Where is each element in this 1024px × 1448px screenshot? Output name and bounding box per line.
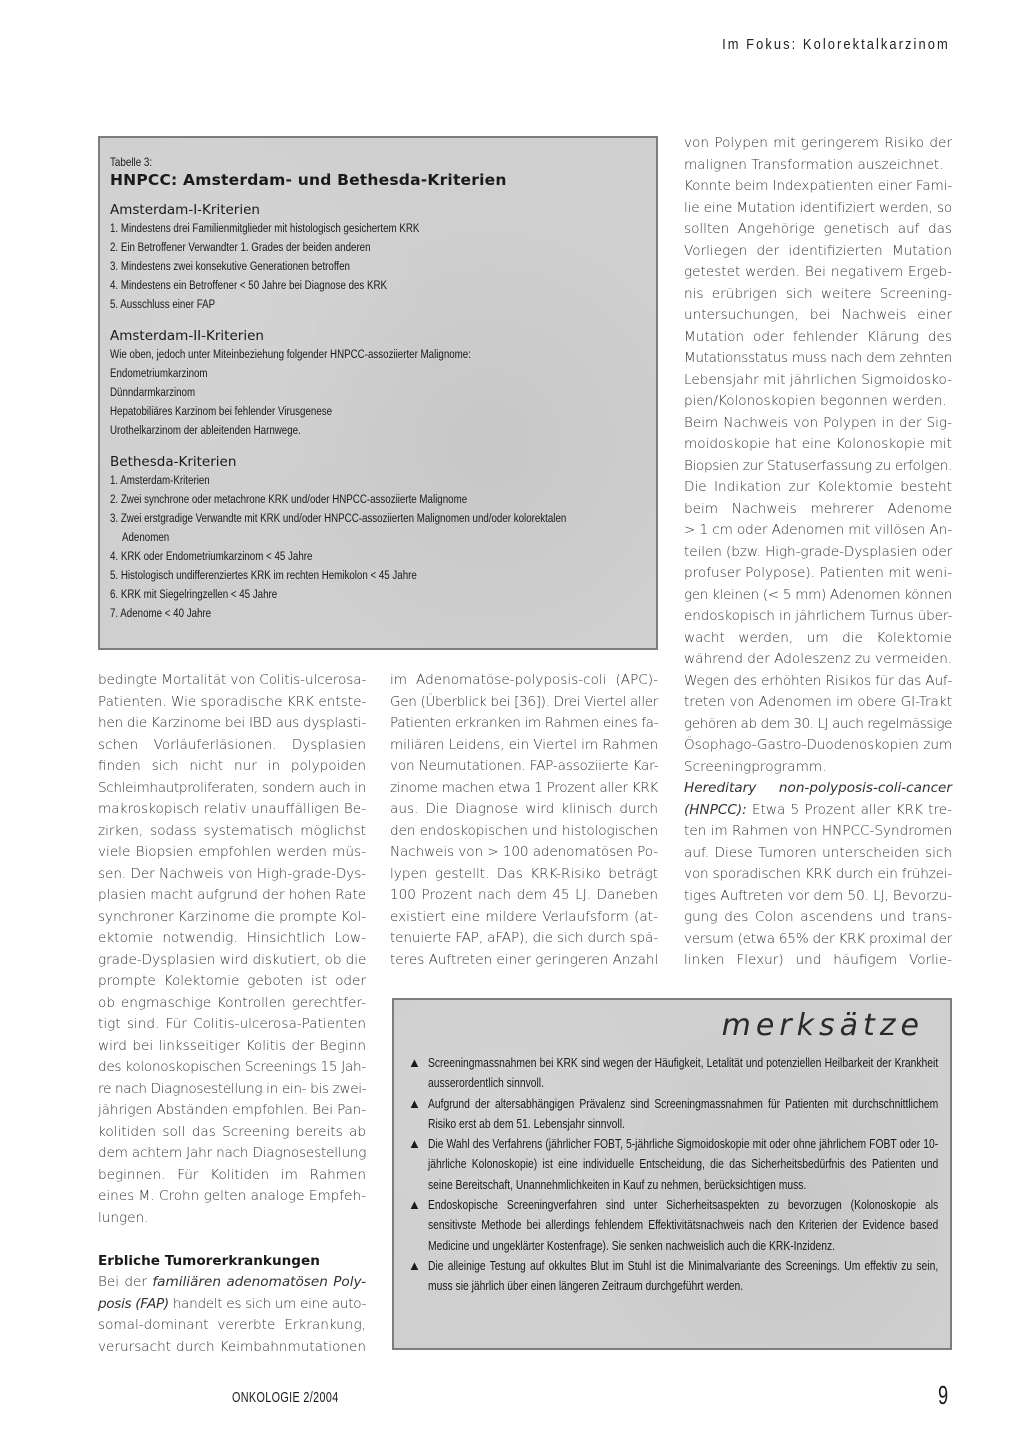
text-line: synchroner Karzinome die prompte Kol-: [98, 908, 367, 925]
table-row: Dünndarmkarzinom: [110, 385, 196, 399]
text-line: treten von Adenomen im obere GI-Trakt: [684, 694, 952, 710]
text-line: Patienten erkranken im Rahmen eines fa-: [390, 715, 659, 731]
text-line: lungen.: [98, 1209, 149, 1226]
body-column-1: [98, 670, 366, 1358]
text-line: Ösophago-Gastro-Duodenoskopien zum: [684, 737, 952, 753]
text-line: versum (etwa 65% der KRK proximal der: [684, 930, 952, 947]
merksaetze-box: [392, 998, 952, 1350]
table-row: Endometriumkarzinom: [110, 366, 208, 380]
text-line: Wegen des erhöhten Risikos für das Auf-: [684, 672, 953, 689]
text-line: jährigen Abständen empfohlen. Bei Pan-: [98, 1102, 366, 1118]
section-heading-amsterdam-1: Amsterdam-I-Kriterien: [110, 202, 260, 218]
text-line: [98, 1272, 366, 1294]
merksatz-item: [406, 1195, 938, 1256]
text-line: Patienten. Wie sporadische KRK entste-: [98, 693, 367, 710]
text-line: somal-dominant vererbte Erkrankung,: [98, 1317, 366, 1333]
text-line: Beim Nachweis von Polypen in der Sig-: [684, 414, 952, 431]
text-line: schen Vorläuferläsionen. Dysplasien: [98, 736, 366, 753]
text-line: beginnen. Für Kolitiden im Rahmen: [98, 1166, 366, 1183]
table-row: 1. Amsterdam-Kriterien: [110, 473, 210, 487]
text-line: Biopsien zur Statuserfassung zu erfolgen.: [684, 457, 953, 474]
text-line: Screeningprogramm.: [684, 758, 827, 775]
italic-term: familiären adenomatösen Poly-: [152, 1274, 366, 1290]
merksatz-item: [406, 1094, 938, 1135]
text-line: den endoskopischen und histologischen: [390, 822, 658, 839]
text-line: > 1 cm oder Adenomen mit villösen An-: [684, 522, 953, 538]
footer-journal: ONKOLOGIE 2/2004: [232, 1389, 339, 1406]
triangle-bullet-icon: ▲: [408, 1095, 421, 1111]
hnpcc-paragraph: [684, 821, 952, 972]
text-line: Gen (Überblick bei [36]). Drei Viertel aller: [390, 693, 659, 710]
triangle-bullet-icon: ▲: [408, 1136, 421, 1152]
table-row: 1. Mindestens drei Familienmitglieder mit histologisch gesichertem KRK: [110, 221, 420, 235]
merksatz-item: [406, 1134, 938, 1195]
text-line: [684, 800, 952, 822]
text-line: pien/Kolonoskopien begonnen werden.: [684, 393, 947, 409]
text-line: ektomie notwendig. Hinsichtlich Low-: [98, 930, 366, 946]
text-line: tigt sind. Für Colitis-ulcerosa-Patienten: [98, 1016, 366, 1032]
text-line: im Adenomatöse-polyposis-coli (APC)-: [390, 672, 658, 688]
triangle-bullet-icon: ▲: [408, 1197, 421, 1213]
merksatz-text: Die Wahl des Verfahrens (jährlicher FOBT, 5-jährliche Sigmoidoskopie mit oder ohne jährlichem FOBT oder 10-jährliche Kolonoskopie) ist eine individuelle Entscheidung, die das Sicherheitsbedürfnis des Patienten und seine Bereitschaft, Unannehmlichkeiten in Kauf zu nehmen, berücksichtigen muss.: [428, 1137, 939, 1192]
text-line: moidoskopie hat eine Kolonoskopie mit: [684, 436, 952, 452]
text-line: nis erübrigen sich weitere Screening-: [684, 285, 952, 302]
triangle-bullet-icon: ▲: [408, 1055, 421, 1070]
section-heading-bethesda: Bethesda-Kriterien: [110, 454, 237, 470]
column-3-paragraph: [684, 133, 952, 778]
text-run: Bei der: [98, 1274, 153, 1290]
text-line: verursacht durch Keimbahnmutationen: [98, 1338, 366, 1355]
text-line: re nach Diagnosestellung in ein- bis zwei-: [98, 1080, 367, 1097]
text-run: handelt es sich um eine auto-: [168, 1295, 367, 1312]
text-line: teilen (bzw. High-grade-Dysplasien oder: [684, 543, 953, 560]
text-line: 100 Prozent nach dem 45 LJ. Daneben: [390, 887, 658, 903]
italic-term: (HNPCC):: [684, 801, 747, 818]
text-line: Nachweis von > 100 adenomatösen Po-: [390, 844, 658, 860]
text-line: des kolonoskopischen Screenings 15 Jah-: [98, 1059, 366, 1075]
merksatz-text: Screeningmassnahmen bei KRK sind wegen der Häufigkeit, Letalität und potenziellen Heilbarkeit der Krankheit ausserordentlich sinnvoll.: [428, 1056, 939, 1091]
text-line: zirken, sodass systematisch möglichst: [98, 822, 366, 839]
text-line: sen. Der Nachweis von High-grade-Dys-: [98, 865, 367, 882]
text-line: endoskopisch in jährlichem Turnus über-: [684, 608, 953, 624]
text-line: beim Nachweis mehrerer Adenome: [684, 500, 952, 517]
body-column-3: [684, 133, 952, 972]
merksatz-text: Aufgrund der altersabhängigen Prävalenz sind Screeningmassnahmen für Patienten mit durchschnittlichem Risiko erst ab dem 51. Lebensjahr sinnvoll.: [428, 1096, 939, 1131]
text-line: gung des Colon ascendens und trans-: [684, 909, 952, 925]
table-row: 7. Adenome < 40 Jahre: [110, 606, 212, 620]
text-line: lie eine Mutation identifiziert werden, so: [684, 199, 953, 216]
table-label: Tabelle 3:: [110, 155, 153, 169]
spacer: [98, 1229, 366, 1251]
text-line: linken Flexur) und häufigem Vorlie-: [684, 952, 952, 968]
text-line: aus. Die Diagnose wird klinisch durch: [390, 801, 658, 817]
text-line: dem achtem Jahr nach Diagnosestellung: [98, 1145, 367, 1161]
text-line: gen kleinen (< 5 mm) Adenomen können: [684, 586, 952, 603]
text-line: ob engmaschige Kontrollen gerechtfer-: [98, 994, 366, 1011]
merksatz-item: [406, 1053, 938, 1094]
text-line: profuser Polypose). Patienten mit weni-: [684, 565, 952, 581]
italic-term: Hereditary non-polyposis-coli-cancer: [684, 780, 952, 796]
body-column-2: [390, 670, 658, 971]
table-3-box: [98, 136, 658, 650]
table-row: 2. Ein Betroffener Verwandter 1. Grades der beiden anderen: [110, 240, 371, 254]
text-line: prompte Kolektomie geboten ist oder: [98, 973, 366, 989]
table-row: 4. KRK oder Endometriumkarzinom < 45 Jahre: [110, 549, 313, 563]
text-line: grade-Dysplasien wird diskutiert, ob die: [98, 951, 367, 968]
text-line: von Neumutationen. FAP-assoziierte Kar-: [390, 758, 659, 774]
text-line: Vorliegen der identifizierten Mutation: [684, 242, 952, 259]
text-line: plasien macht aufgrund der hohen Rate: [98, 887, 366, 903]
merksaetze-title: merksätze: [721, 1008, 924, 1043]
merksaetze-list: [406, 1053, 938, 1297]
table-row: Urothelkarzinom der ableitenden Harnwege.: [110, 423, 301, 437]
table-row: 4. Mindestens ein Betroffener < 50 Jahre bei Diagnose des KRK: [110, 278, 388, 292]
text-run: Etwa 5 Prozent aller KRK tre-: [746, 801, 952, 818]
text-line: wacht werden, um die Kolektomie: [684, 629, 952, 646]
text-line: sollten Angehörige genetisch auf das: [684, 221, 952, 237]
text-line: getestet werden. Bei negativem Ergeb-: [684, 264, 952, 280]
text-line: malignen Transformation auszeichnet.: [684, 156, 944, 173]
text-line: auf. Diese Tumoren unterscheiden sich: [684, 844, 952, 861]
text-line: teres Auftreten einer geringeren Anzahl: [390, 951, 659, 968]
text-line: [684, 778, 952, 800]
text-line: von sporadischen KRK durch ein frühzei-: [684, 866, 952, 882]
table-row: 6. KRK mit Siegelringzellen < 45 Jahre: [110, 587, 278, 601]
text-line: gehören ab dem 30. LJ auch regelmässige: [684, 715, 953, 732]
text-line: viele Biopsien empfohlen werden müs-: [98, 844, 366, 860]
text-line: hen die Karzinome bei IBD aus dysplasti-: [98, 715, 367, 731]
column-1-paragraph: [98, 670, 366, 1229]
page-number: 9: [938, 1380, 949, 1410]
text-line: lypen gestellt. Das KRK-Risiko beträgt: [390, 865, 658, 882]
table-row: Wie oben, jedoch unter Miteinbeziehung folgender HNPCC-assoziierter Malignome:: [110, 347, 471, 361]
text-line: eines M. Crohn gelten analoge Empfeh-: [98, 1188, 366, 1204]
text-line: Lebensjahr mit jährlichen Sigmoidosko-: [684, 371, 952, 388]
triangle-bullet-icon: ▲: [408, 1257, 421, 1273]
italic-term: posis (FAP): [98, 1295, 169, 1312]
text-line: makroskopisch relativ unauffälligen Be-: [98, 801, 366, 817]
table-row: 3. Mindestens zwei konsekutive Generationen betroffen: [110, 259, 350, 273]
table-row: Adenomen: [122, 530, 170, 544]
merksatz-item: [406, 1256, 938, 1297]
text-line: zinome machen etwa 1 Prozent aller KRK: [390, 779, 658, 796]
text-line: von Polypen mit geringerem Risiko der: [684, 135, 952, 151]
table-row: 5. Histologisch undifferenziertes KRK im rechten Hemikolon < 45 Jahre: [110, 568, 417, 582]
text-line: Mutationsstatus muss nach dem zehnten: [684, 350, 952, 366]
text-line: kolitiden soll das Screening bereits ab: [98, 1123, 366, 1140]
table-row: 5. Ausschluss einer FAP: [110, 297, 216, 311]
table-row: 2. Zwei synchrone oder metachrone KRK und/oder HNPCC-assoziierte Malignome: [110, 492, 468, 506]
section-subheading: Erbliche Tumorerkrankungen: [98, 1252, 320, 1269]
column-2-paragraph: [390, 670, 658, 971]
merksatz-text: Endoskopische Screeningverfahren sind unter Sicherheitsaspekten zu bevorzugen (Kolonoskopie als sensitivste Methode bei allerdings fehlendem Effektivitätsnachweis nach den Kriterien der Evidence based Medicine und ungeklärter Kostenfrage). Sie senken nachweislich auch die KRK-Inzidenz.: [428, 1198, 939, 1253]
running-header: Im Fokus: Kolorektalkarzinom: [722, 36, 950, 53]
text-line: untersuchungen, bei Nachweis einer: [684, 307, 952, 323]
text-line: Die Indikation zur Kolektomie besteht: [684, 479, 952, 495]
table-row: 3. Zwei erstgradige Verwandte mit KRK und/oder HNPCC-assoziierten Malignomen und/oder kolorektalen: [110, 511, 567, 525]
table-row: Hepatobiliäres Karzinom bei fehlender Virusgenese: [110, 404, 333, 418]
text-line: wird bei linksseitiger Kolitis der Beginn: [98, 1037, 366, 1054]
text-line: finden sich nicht nur in polypoiden: [98, 758, 366, 774]
text-line: existiert eine mildere Verlaufsform (at-: [390, 908, 658, 925]
table-title: HNPCC: Amsterdam- und Bethesda-Kriterien: [110, 171, 507, 189]
section-heading-amsterdam-2: Amsterdam-II-Kriterien: [110, 328, 264, 344]
text-line: ten im Rahmen von HNPCC-Syndromen: [684, 823, 953, 839]
text-line: tiges Auftreten vor dem 50. LJ, Bevorzu-: [684, 887, 952, 904]
text-line: Schleimhautproliferaten, sondern auch in: [98, 779, 366, 796]
text-line: Konnte beim Indexpatienten einer Fami-: [684, 178, 953, 194]
text-line: miliären Leidens, ein Viertel im Rahmen: [390, 736, 658, 753]
text-line: bedingte Mortalität von Colitis-ulcerosa-: [98, 672, 367, 688]
merksatz-text: Die alleinige Testung auf okkultes Blut im Stuhl ist die Minimalvariante des Screenings. Um effektiv zu sein, muss sie jährlich über einen längeren Zeitraum durchgeführt werden.: [428, 1258, 939, 1294]
text-line: [98, 1294, 366, 1316]
text-line: tenuierte FAP, aFAP), die sich durch spä-: [390, 930, 658, 946]
text-line: Mutation oder fehlender Klärung des: [684, 328, 952, 345]
text-line: während der Adoleszenz zu vermeiden.: [684, 651, 953, 667]
